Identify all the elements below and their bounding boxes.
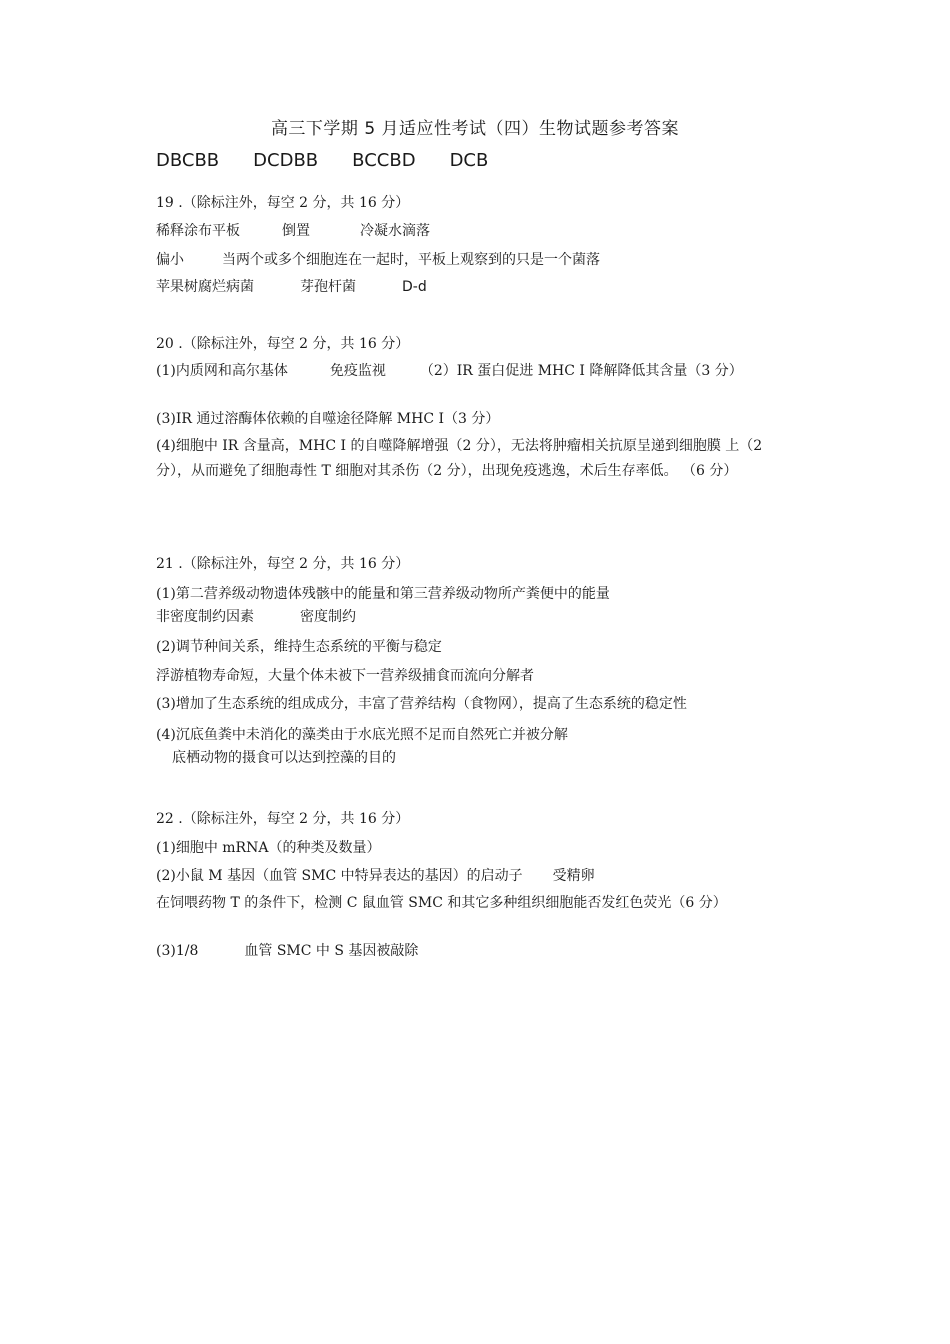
- page-title: 高三下学期 5 月适应性考试（四）生物试题参考答案: [270, 119, 680, 139]
- q20-line: (4)细胞中 IR 含量高，MHC Ⅰ 的自噬降解增强（2 分），无法将肿瘤相关抗原呈递到细胞膜 上（2 分），从而避免了细胞毒性 T 细胞对其杀伤（2 分），出现免疫逃逸，术后生存率低。 （6 分）: [156, 438, 763, 479]
- answer-text: 稀释涂布平板: [156, 223, 240, 239]
- q21-line: 浮游植物寿命短，大量个体未被下一营养级捕食而流向分解者: [156, 668, 534, 684]
- choice-answer-group: BCCBD: [352, 150, 416, 171]
- q22-header: 22 .（除标注外，每空 2 分，共 16 分）: [156, 811, 410, 827]
- choice-answers: [156, 150, 488, 171]
- answer-text: (3)1/8: [156, 943, 199, 959]
- q21-line: 底栖动物的摄食可以达到控藻的目的: [172, 750, 396, 766]
- answer-text: (2)小鼠 M 基因（血管 SMC 中特异表达的基因）的启动子: [156, 868, 523, 884]
- q21-line: (4)沉底鱼粪中未消化的藻类由于水底光照不足而自然死亡并被分解: [156, 727, 568, 743]
- q20-header: 20 .（除标注外，每空 2 分，共 16 分）: [156, 336, 410, 352]
- answer-text: (1)内质网和高尔基体: [156, 363, 288, 379]
- answer-text: 密度制约: [300, 609, 356, 625]
- answer-text: 芽孢杆菌: [300, 279, 356, 295]
- answer-text: 血管 SMC 中 S 基因被敲除: [244, 943, 419, 959]
- answer-text: 非密度制约因素: [156, 609, 254, 625]
- answer-text: （2）IR 蛋白促进 MHC Ⅰ 降解降低其含量（3 分）: [419, 363, 743, 379]
- q22-line: (1)细胞中 mRNA（的种类及数量）: [156, 840, 381, 856]
- answer-text: 苹果树腐烂病菌: [156, 279, 254, 295]
- q19-line: [156, 276, 427, 296]
- q21-line: [156, 606, 356, 626]
- q20-line: (3)IR 通过溶酶体依赖的自噬途径降解 MHC Ⅰ（3 分）: [156, 411, 500, 427]
- answer-text: 当两个或多个细胞连在一起时，平板上观察到的只是一个菌落: [222, 252, 600, 268]
- q22-line: 在饲喂药物 T 的条件下，检测 C 鼠血管 SMC 和其它多种组织细胞能否发红色荧光（6 分）: [156, 895, 727, 911]
- q21-header: 21 .（除标注外，每空 2 分，共 16 分）: [156, 556, 410, 572]
- q20-line: [156, 362, 786, 380]
- choice-answer-group: DCDBB: [253, 150, 319, 171]
- q21-line: (1)第二营养级动物遗体残骸中的能量和第三营养级动物所产粪便中的能量: [156, 586, 610, 602]
- q19-header: 19 .（除标注外，每空 2 分，共 16 分）: [156, 195, 410, 211]
- answer-text: D-d: [402, 279, 427, 295]
- q22-line: [156, 940, 418, 960]
- answer-text: 冷凝水滴落: [360, 223, 430, 239]
- q22-line: [156, 865, 595, 885]
- answer-text: 受精卵: [552, 868, 595, 884]
- q21-line: (2)调节种间关系，维持生态系统的平衡与稳定: [156, 639, 442, 655]
- q19-line: [156, 220, 430, 240]
- choice-answer-group: DCB: [449, 150, 489, 171]
- choice-answer-group: DBCBB: [156, 150, 220, 171]
- answer-text: 免疫监视: [329, 363, 386, 379]
- q21-line: (3)增加了生态系统的组成成分，丰富了营养结构（食物网），提高了生态系统的稳定性: [156, 696, 687, 712]
- answer-text: 倒置: [282, 223, 310, 239]
- q19-line: [156, 249, 600, 269]
- answer-text: 偏小: [156, 252, 184, 268]
